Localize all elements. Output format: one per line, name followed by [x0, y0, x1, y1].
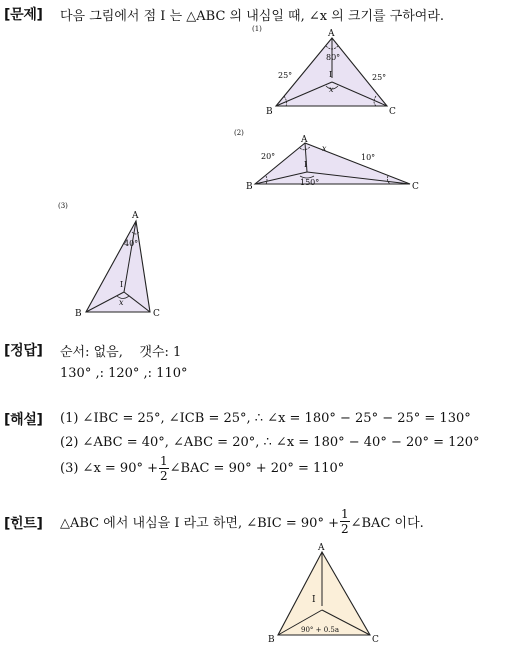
hint-figure — [262, 540, 384, 644]
figure-1-angle-b: 25° — [278, 71, 293, 80]
solution-line-3-pre: (3) ∠x = 90° + — [60, 461, 158, 476]
figure-3-unknown: x — [119, 298, 124, 307]
solution-line-3-numerator: 1 — [160, 454, 168, 468]
solution-line-2: (2) ∠ABC = 40°, ∠ABC = 20°, ∴ ∠x = 180° − 40° − 20° = 120° — [60, 435, 480, 450]
figure-2-incenter: I — [304, 160, 308, 169]
solution-line-3-denominator: 2 — [160, 469, 168, 483]
hint-figure-svg — [262, 540, 384, 644]
figure-3-triangle — [86, 221, 150, 312]
figure-1-unknown: x — [329, 85, 334, 94]
solution-line-3-fraction — [159, 455, 169, 482]
figure-3 — [56, 198, 168, 324]
hint-figure-triangle — [278, 552, 370, 635]
figure-1-angle-c: 25° — [372, 73, 387, 82]
figure-2-angle-b: 20° — [261, 152, 276, 161]
figure-3-svg — [56, 198, 168, 324]
figure-2-vertex-a: A — [301, 135, 308, 145]
solution-line-1: (1) ∠IBC = 25°, ∠ICB = 25°, ∴ ∠x = 180° − 25° − 25° = 130° — [60, 411, 471, 426]
figure-1-svg — [248, 22, 410, 118]
figure-3-number: (3) — [58, 202, 68, 210]
figure-2-angle-c: 10° — [361, 153, 376, 162]
hint-label: [힌트] — [4, 516, 43, 532]
figure-3-angle-a: 40° — [124, 239, 139, 248]
hint-figure-vertex-b: B — [268, 635, 275, 644]
figure-2-unknown: x — [322, 144, 327, 153]
hint-text-pre: △ABC 에서 내심을 I 라고 하면, ∠BIC = 90° + — [60, 516, 339, 531]
answer-line-1: 순서: 없음, 갯수: 1 — [60, 345, 182, 360]
hint-text-post: ∠BAC 이다. — [350, 516, 424, 531]
figure-2-number: (2) — [234, 129, 244, 137]
figure-1-vertex-c: C — [389, 107, 396, 117]
figure-1-incenter: I — [329, 70, 333, 79]
hint-figure-incenter: I — [312, 595, 316, 605]
figure-2 — [230, 126, 422, 192]
figure-1-angle-a: 80° — [326, 53, 341, 62]
figure-1 — [248, 22, 410, 118]
figure-3-vertex-c: C — [153, 309, 160, 319]
figure-2-vertex-b: B — [246, 182, 253, 192]
figure-2-triangle — [255, 143, 410, 184]
figure-2-vertex-c: C — [412, 182, 419, 192]
hint-denominator: 2 — [340, 522, 349, 536]
problem-label: [문제] — [4, 7, 43, 23]
figure-3-incenter: I — [120, 280, 124, 289]
solution-line-3-post: ∠BAC = 90° + 20° = 110° — [169, 461, 345, 476]
figure-2-angle-i: 150° — [300, 178, 320, 187]
figure-3-vertex-b: B — [75, 309, 82, 319]
hint-numerator: 1 — [340, 507, 349, 521]
solution-label: [해설] — [4, 412, 43, 428]
hint-fraction — [340, 508, 350, 535]
solution-line-3 — [60, 455, 344, 482]
problem-text: 다음 그림에서 점 I 는 △ABC 의 내심일 때, ∠x 의 크기를 구하여라. — [60, 9, 445, 24]
figure-1-vertex-b: B — [266, 107, 273, 117]
figure-1-number: (1) — [252, 25, 262, 33]
hint-figure-vertex-a: A — [318, 543, 325, 553]
hint-text — [60, 508, 424, 535]
answer-label: [정답] — [4, 343, 43, 359]
hint-figure-expression: 90° + 0.5a — [301, 626, 340, 634]
figure-1-vertex-a: A — [328, 29, 335, 39]
answer-line-2: 130° ,: 120° ,: 110° — [60, 366, 188, 381]
figure-3-vertex-a: A — [132, 211, 139, 221]
hint-figure-vertex-c: C — [372, 635, 379, 644]
figure-2-svg — [230, 126, 422, 192]
